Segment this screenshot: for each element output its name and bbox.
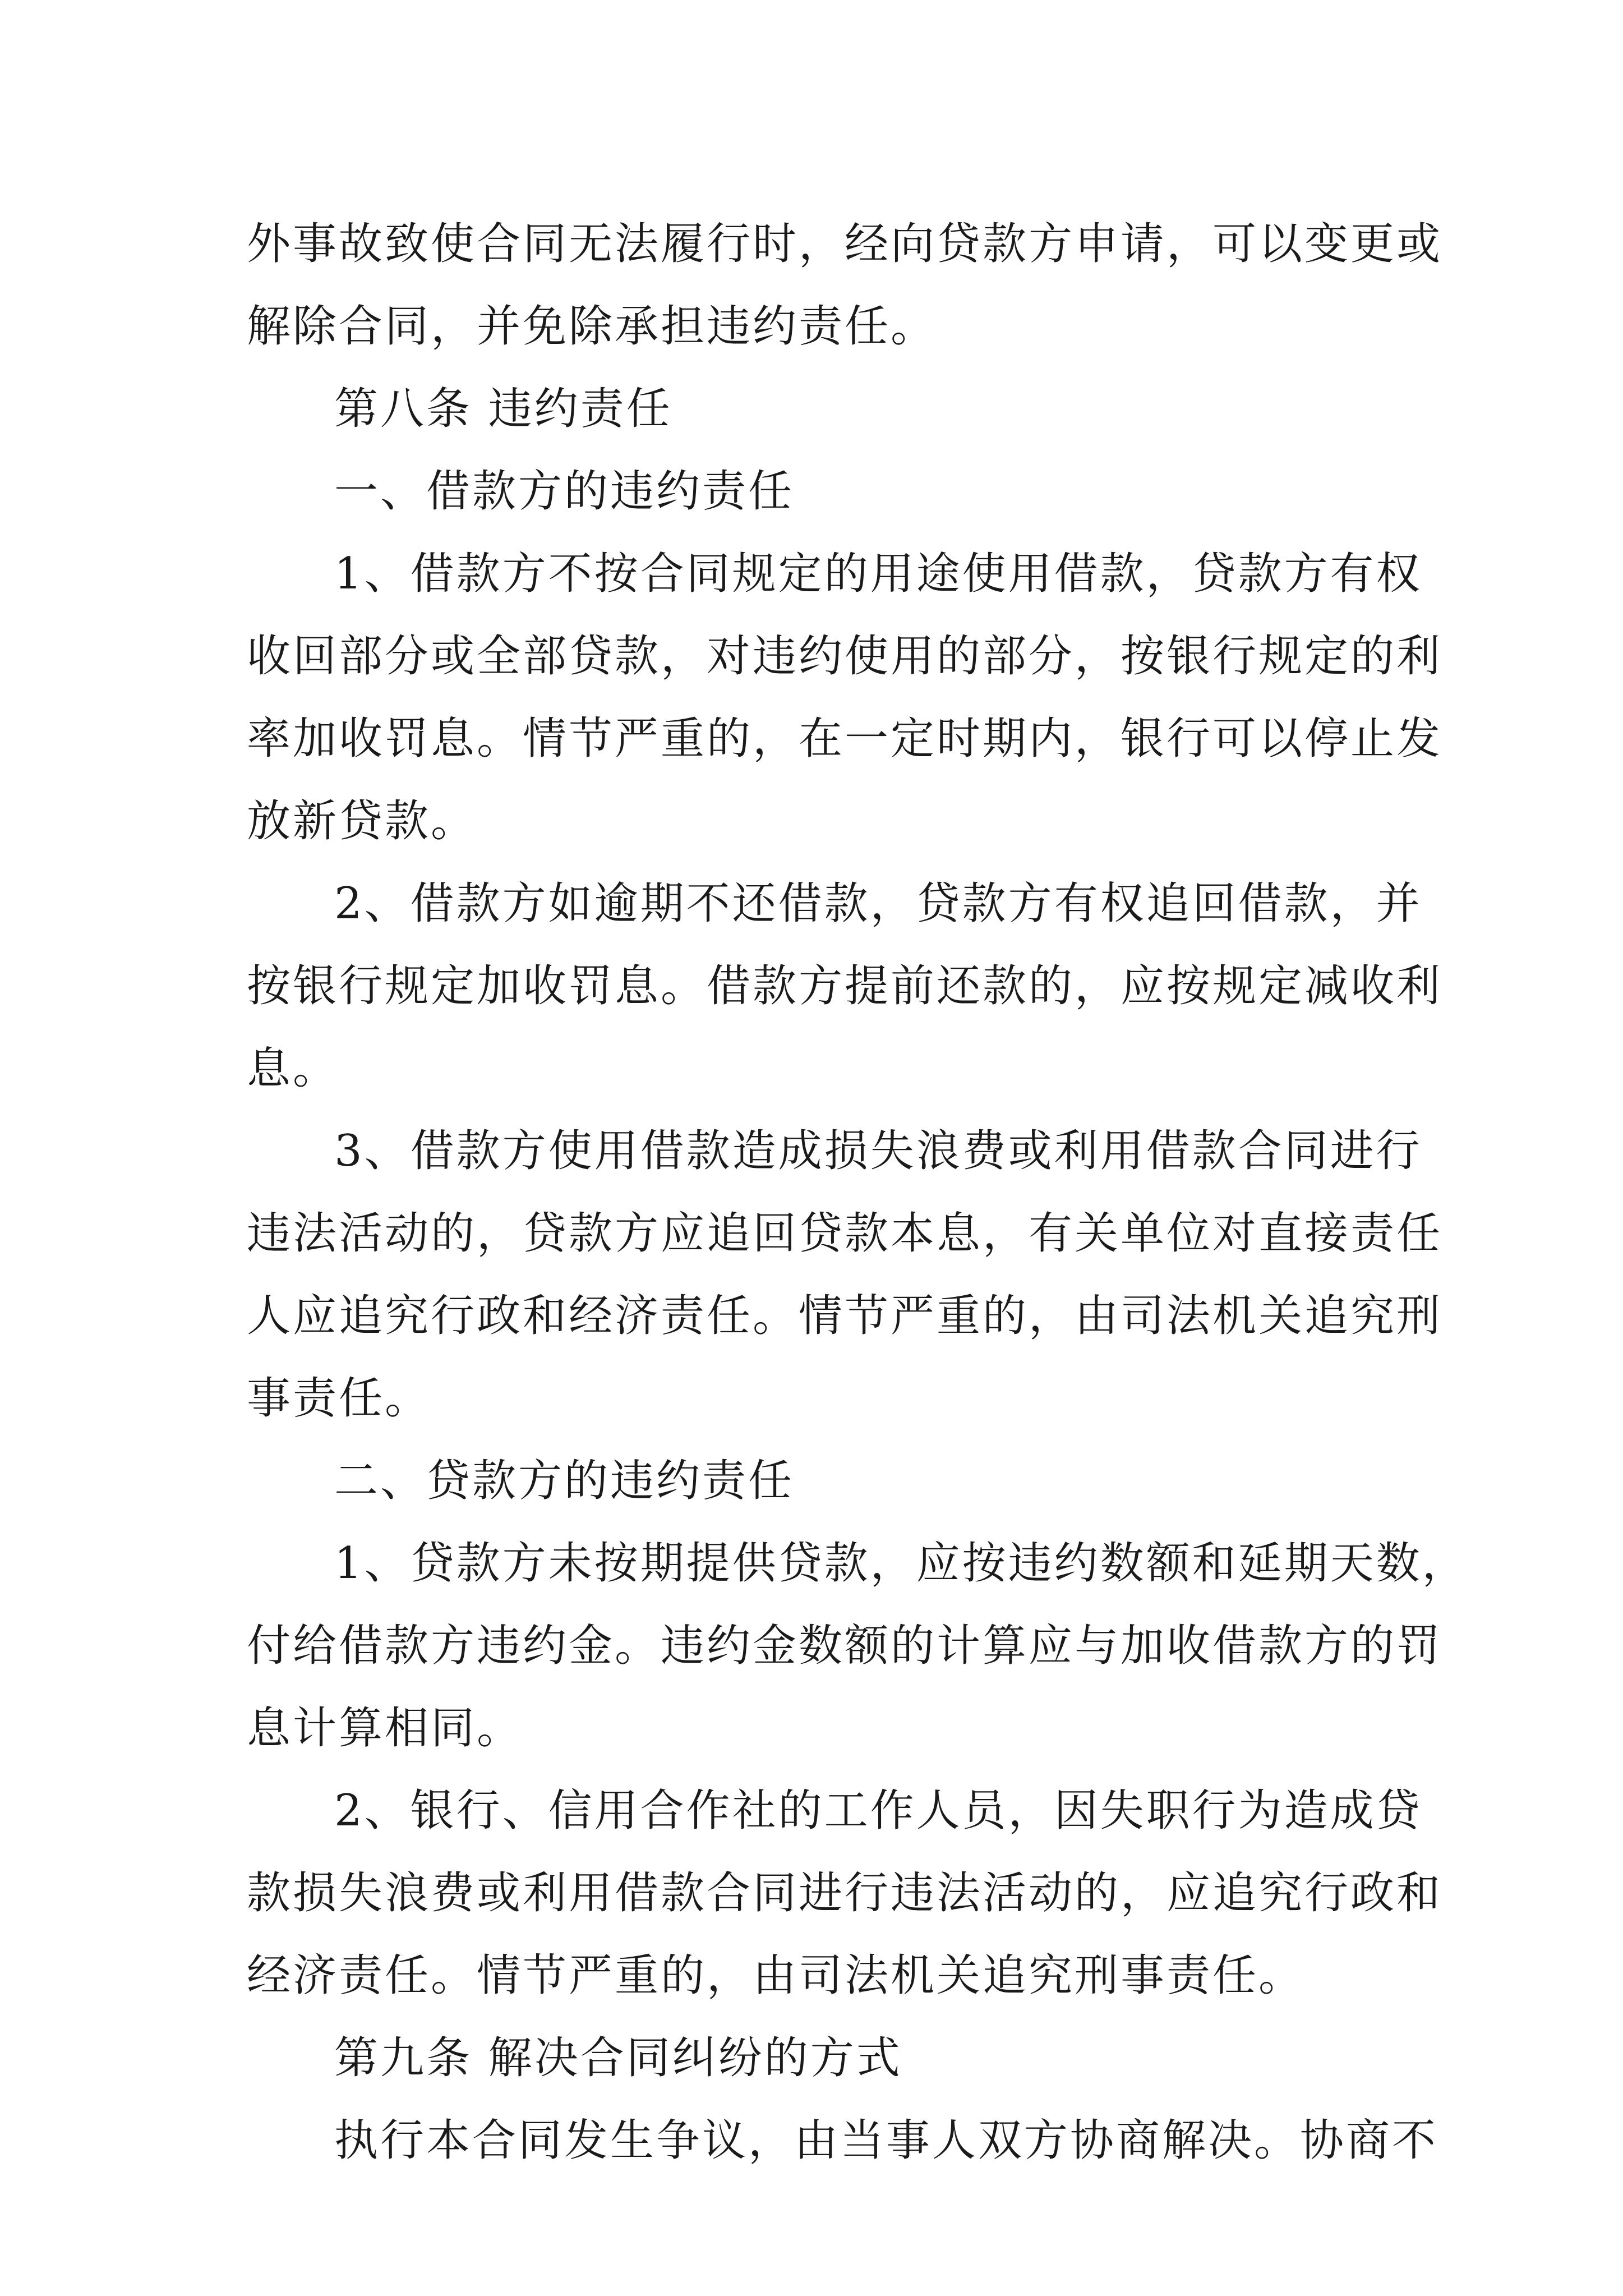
text-line: 息。 (247, 1043, 339, 1094)
text-line: 息计算相同。 (247, 1703, 523, 1754)
text-line: 1、借款方不按合同规定的用途使用借款，贷款方有权 (334, 549, 1422, 599)
text-line: 付给借款方违约金。违约金数额的计算应与加收借款方的罚 (247, 1621, 1443, 1671)
text-line: 3、借款方使用借款造成损失浪费或利用借款合同进行 (334, 1126, 1422, 1176)
text-line: 解除合同，并免除承担违约责任。 (247, 301, 937, 352)
text-line: 违法活动的，贷款方应追回贷款本息，有关单位对直接责任 (247, 1208, 1443, 1259)
text-line: 1、贷款方未按期提供贷款，应按违约数额和延期天数， (334, 1538, 1468, 1589)
text-line: 执行本合同发生争议，由当事人双方协商解决。协商不 (334, 2115, 1438, 2166)
text-line: 收回部分或全部贷款，对违约使用的部分，按银行规定的利 (247, 631, 1443, 682)
section-heading-article-9: 第九条 解决合同纠纷的方式 (334, 2033, 902, 2083)
document-body (247, 210, 1468, 2189)
text-line: 放新贷款。 (247, 796, 477, 846)
section-heading-article-8: 第八条 违约责任 (334, 384, 672, 434)
text-line: 按银行规定加收罚息。借款方提前还款的，应按规定减收利 (247, 961, 1443, 1011)
subsection-heading-lender-liability: 二、贷款方的违约责任 (334, 1456, 795, 1506)
text-line: 外事故致使合同无法履行时，经向贷款方申请，可以变更或 (247, 219, 1443, 269)
text-line: 2、借款方如逾期不还借款，贷款方有权追回借款，并 (334, 878, 1422, 929)
text-line: 人应追究行政和经济责任。情节严重的，由司法机关追究刑 (247, 1291, 1443, 1341)
text-line: 2、银行、信用合作社的工作人员，因失职行为造成贷 (334, 1786, 1422, 1836)
text-line: 率加收罚息。情节严重的，在一定时期内，银行可以停止发 (247, 714, 1443, 764)
text-line: 款损失浪费或利用借款合同进行违法活动的，应追究行政和 (247, 1868, 1443, 1918)
subsection-heading-borrower-liability: 一、借款方的违约责任 (334, 466, 795, 517)
text-line: 经济责任。情节严重的，由司法机关追究刑事责任。 (247, 1950, 1305, 2001)
text-line: 事责任。 (247, 1373, 431, 1424)
